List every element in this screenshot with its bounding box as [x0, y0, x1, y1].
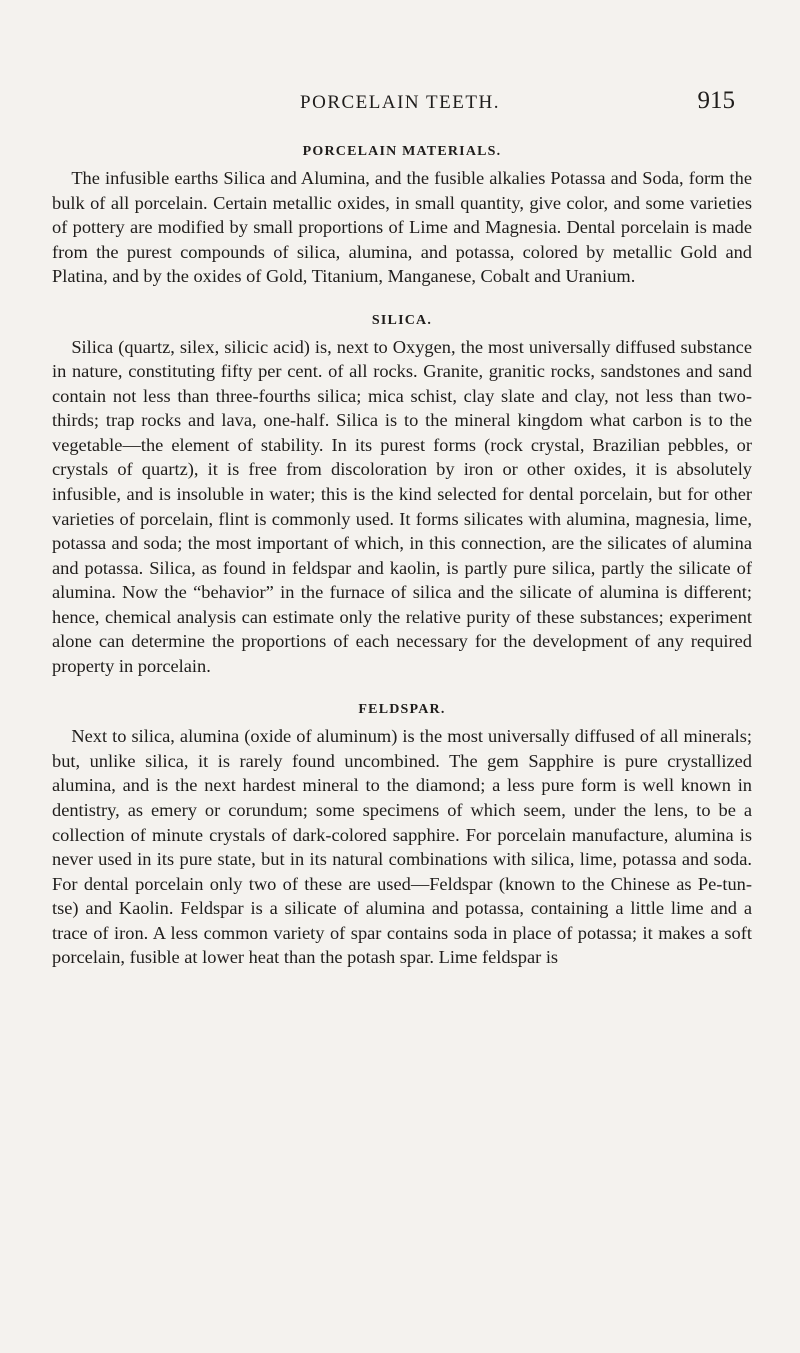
page-number: 915	[697, 87, 735, 114]
body-text	[52, 140, 752, 970]
section-heading-feldspar: FELDSPAR.	[358, 702, 446, 718]
paragraph-porcelain-materials: The infusible earths Silica and Alumina, and the fusible alkalies Potassa and Soda, form the bulk of all porcelain. Certain metallic oxides, in small quantity, give color, and some varieties of pottery are modified by small proportions of Lime and Magnesia. Dental porcelain is made from the purest compounds of silica, alumina, and potassa, colored by metallic Gold and Platina, and by the oxides of Gold, Titanium, Manganese, Cobalt and Uranium.	[52, 168, 752, 287]
paragraph-feldspar: Next to silica, alumina (oxide of aluminum) is the most universally diffused of all minerals; but, unlike silica, it is rarely found uncombined. The gem Sapphire is pure crystallized alumina, and is the next hardest mineral to the diamond; a less pure form is well known in dentistry, as emery or corundum; some specimens of which seem, under the lens, to be a collection of minute crystals of dark-colored sapphire. For porcelain manufacture, alumina is never used in its pure state, but in its natural combinations with silica, lime, potassa and soda. For dental porcelain only two of these are used—Feldspar (known to the Chinese as Pe-tun-tse) and Kaolin. Feldspar is a silicate of alumina and potassa, containing a little lime and a trace of iron. A less common variety of spar contains soda in place of potassa; it makes a soft porcelain, fusible at lower heat than the potash spar. Lime feldspar is	[52, 726, 752, 968]
paragraph-silica: Silica (quartz, silex, silicic acid) is, next to Oxygen, the most universally diffused substance in nature, constituting fifty per cent. of all rocks. Granite, granitic rocks, sandstones and sand contain not less than three-fourths silica; mica schist, clay slate and clay, not less than two-thirds; trap rocks and lava, one-half. Silica is to the mineral kingdom what carbon is to the vegetable—the element of stability. In its purest forms (rock crystal, Brazilian pebbles, or crystals of quartz), it is free from discoloration by iron or other oxides, it is absolutely infusible, and is insoluble in water; this is the kind selected for dental porcelain, but for other varieties of porcelain, flint is commonly used. It forms silicates with alumina, magnesia, lime, potassa and soda; the most important of which, in this connection, are the silicates of alumina and potassa. Silica, as found in feldspar and kaolin, is partly pure silica, partly the silicate of alumina. Now the “behavior” in the furnace of silica and the silicate of alumina is different; hence, chemical analysis can estimate only the relative purity of these substances; experiment alone can determine the proportions of each necessary for the development of any required property in porcelain.	[52, 336, 752, 676]
section-heading-silica: SILICA.	[371, 312, 433, 328]
running-title: PORCELAIN TEETH.	[300, 92, 500, 113]
section-heading-porcelain-materials: PORCELAIN MATERIALS.	[302, 144, 502, 159]
running-head	[0, 89, 800, 119]
